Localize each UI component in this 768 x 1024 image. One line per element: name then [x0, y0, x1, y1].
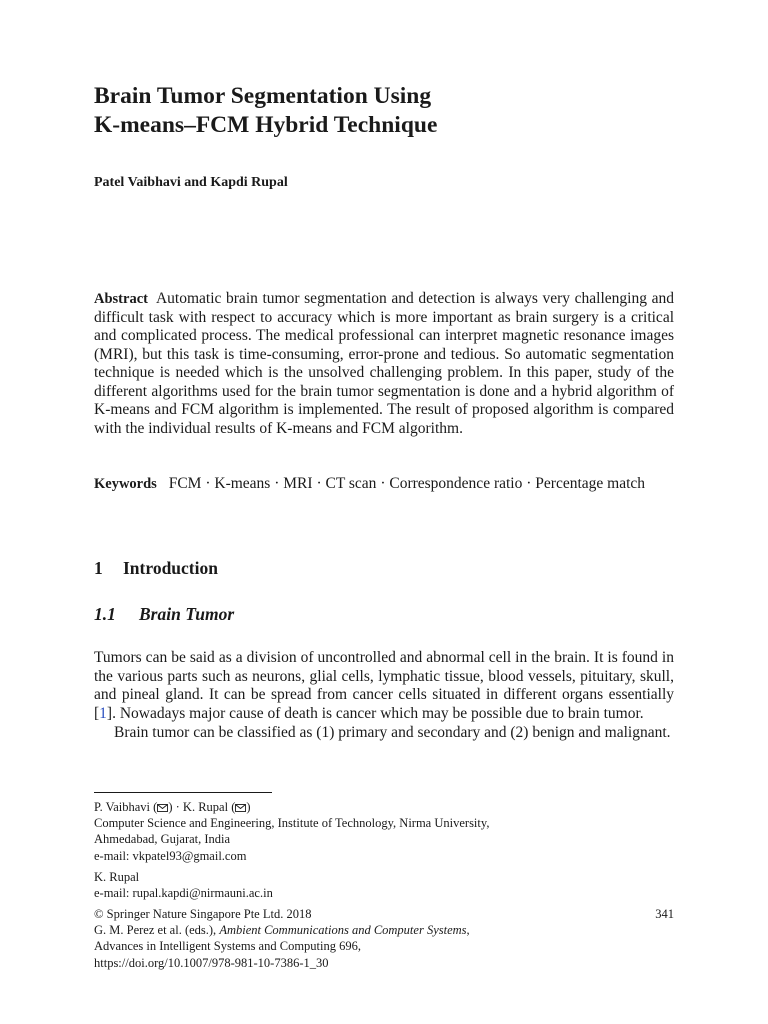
author-footnote [94, 799, 654, 864]
footnote-author-2: K. Rupal [182, 800, 229, 814]
paragraph-1-text-end: ]. Nowadays major cause of death is cancer which may be possible due to brain tumor. [106, 705, 644, 723]
abstract-label: Abstract [94, 291, 148, 307]
paragraph-1 [94, 649, 674, 724]
footnote-author-2-name: K. Rupal [94, 870, 140, 884]
paragraph-1-text: Tumors can be said as a division of uncontrolled and abnormal cell in the brain. It is found in the various parts such as neurons, glial cells, lymphatic tissue, blood vessels, pituitary, skull, and pineal gland. It can be spread from cancer cells situated in different organs essentially [ [94, 649, 674, 723]
footnote-author-1: P. Vaibhavi [94, 800, 151, 814]
abstract-text: Automatic brain tumor segmentation and detection is always very challenging and difficult task with respect to accuracy which is more important as brain surgery is a critical and complicated process. The medical professional can interpret magnetic resonance images (MRI), but this task is time-consuming, error-prone and tedious. So automatic segmentation technique is needed which is the unsolved challenging problem. In this paper, study of the different algorithms used for the brain tumor segmentation is done and a hybrid algorithm of K-means and FCM algorithm is implemented. The result of proposed algorithm is compared with the individual results of K-means and FCM algorithm. [94, 290, 674, 437]
footnote-rule [94, 792, 272, 793]
affiliation-line-2: Ahmedabad, Gujarat, India [94, 832, 231, 847]
envelope-icon [157, 804, 168, 812]
email-2[interactable]: e-mail: rupal.kapdi@nirmauni.ac.in [94, 886, 273, 901]
section-heading [94, 557, 218, 579]
series-line: Advances in Intelligent Systems and Computing 696, [94, 939, 361, 954]
subsection-heading [94, 603, 234, 625]
author-list: Patel Vaibhavi and Kapdi Rupal [94, 175, 288, 190]
book-citation-comma: , [466, 923, 470, 938]
keyword-list [169, 475, 645, 492]
footnote-authors-line: P. Vaibhavi ( ) · K. Rupal ( ) [94, 800, 251, 814]
copyright-line: © Springer Nature Singapore Pte Ltd. 2018 [94, 907, 312, 921]
keywords-label: Keywords [94, 476, 157, 492]
keyword-item: CT scan · [325, 475, 385, 492]
keyword-item: Percentage match [535, 475, 646, 492]
section-number: 1 [94, 558, 103, 578]
book-citation-line [94, 922, 674, 938]
subsection-title: Brain Tumor [139, 604, 235, 624]
envelope-icon [235, 804, 246, 812]
email-1[interactable]: e-mail: vkpatel93@gmail.com [94, 848, 247, 863]
book-editors: G. M. Perez et al. (eds.), [94, 923, 220, 938]
section-title: Introduction [123, 558, 218, 578]
copyright-block [94, 906, 674, 971]
body-text [94, 649, 674, 743]
page-number: 341 [655, 907, 674, 921]
book-title: Ambient Communications and Computer Systems [219, 923, 467, 938]
keyword-item: K-means · [214, 475, 279, 492]
affiliation-line-1: Computer Science and Engineering, Institute of Technology, Nirma University, [94, 816, 490, 831]
paragraph-2: Brain tumor can be classified as (1) primary and secondary and (2) benign and malignant. [114, 723, 671, 741]
title-line-1: Brain Tumor Segmentation Using [94, 83, 432, 109]
footnote-separator: · [172, 800, 183, 814]
subsection-number: 1.1 [94, 604, 116, 624]
author-2-footnote [94, 869, 654, 901]
keywords [94, 474, 674, 494]
doi-link[interactable]: https://doi.org/10.1007/978-981-10-7386-1_30 [94, 955, 329, 970]
abstract [94, 290, 674, 438]
paper-title [94, 82, 694, 140]
citation-link[interactable]: 1 [99, 705, 107, 723]
keyword-item: FCM · [169, 475, 211, 492]
keyword-item: Correspondence ratio · [389, 475, 531, 492]
title-line-2: K-means–FCM Hybrid Technique [94, 112, 438, 138]
keyword-item: MRI · [283, 475, 321, 492]
